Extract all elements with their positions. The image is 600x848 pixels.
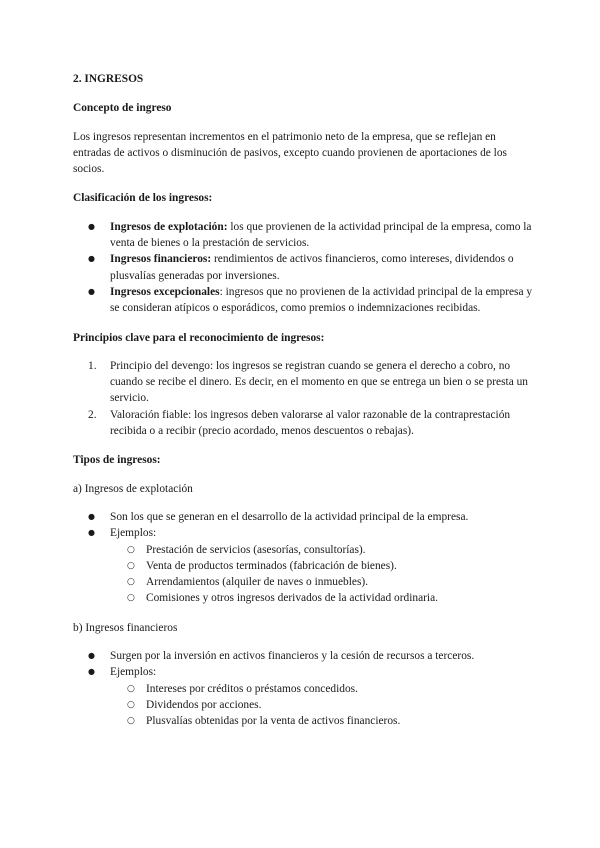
example-item: ○ Comisiones y otros ingresos derivados de la actividad ordinaria. <box>73 590 535 606</box>
list-item <box>73 407 535 440</box>
list-item: ● Ejemplos: <box>73 664 535 680</box>
explotacion-list <box>73 509 535 542</box>
item-text: rendimientos de activos financieros, como intereses, dividendos o plusvalías generadas por inversiones. <box>110 253 514 282</box>
item-text: Principio del devengo: los ingresos se registran cuando se genera el derecho a cobro, no cuando se recibe el dinero. Es decir, en el momento en que se entrega un bien o se presta un servicio. <box>110 359 528 405</box>
list-item <box>73 219 535 252</box>
list-item: ● Son los que se generan en el desarrollo de la actividad principal de la empresa. <box>73 509 535 525</box>
tipos-heading: Tipos de ingresos: <box>73 454 161 467</box>
document-content <box>73 71 535 730</box>
concepto-heading: Concepto de ingreso <box>73 102 172 115</box>
item-number: 2. <box>88 408 97 421</box>
explotacion-title: a) Ingresos de explotación <box>73 482 193 495</box>
item-term: Ingresos excepcionales <box>110 285 220 298</box>
clasificacion-list <box>73 219 535 317</box>
explotacion-examples <box>73 542 535 607</box>
principios-list <box>73 358 535 439</box>
list-item <box>73 358 535 407</box>
principios-heading: Principios clave para el reconocimiento de ingresos: <box>73 331 325 344</box>
list-item <box>73 284 535 317</box>
list-item <box>73 251 535 284</box>
clasificacion-heading: Clasificación de los ingresos: <box>73 192 213 205</box>
financieros-list <box>73 648 535 681</box>
concepto-text: Los ingresos representan incrementos en el patrimonio neto de la empresa, que se reflejan en entradas de activos o disminución de pasivos, excepto cuando provienen de aportaciones de los socios. <box>73 130 507 176</box>
item-text: los que provienen de la actividad principal de la empresa, como la venta de bienes o la prestación de servicios. <box>110 220 532 250</box>
example-item: ○ Venta de productos terminados (fabricación de bienes). <box>73 558 535 574</box>
list-item: ● Surgen por la inversión en activos financieros y la cesión de recursos a terceros. <box>73 648 535 664</box>
example-item: ○ Plusvalías obtenidas por la venta de activos financieros. <box>73 713 535 729</box>
example-item: ○ Prestación de servicios (asesorías, consultorías). <box>73 542 535 558</box>
section-title: 2. INGRESOS <box>73 73 144 85</box>
financieros-title: b) Ingresos financieros <box>73 621 178 634</box>
financieros-examples <box>73 681 535 730</box>
item-term: Ingresos de explotación: <box>110 220 228 233</box>
item-term: Ingresos financieros: <box>110 253 212 266</box>
example-item: ○ Arrendamientos (alquiler de naves o inmuebles). <box>73 574 535 590</box>
example-item: ○ Dividendos por acciones. <box>73 697 535 713</box>
item-text: Valoración fiable: los ingresos deben valorarse al valor razonable de la contraprestación recibida o a recibir (precio acordado, menos descuentos o rebajas). <box>110 408 511 438</box>
item-number: 1. <box>88 359 97 372</box>
example-item: ○ Intereses por créditos o préstamos concedidos. <box>73 681 535 697</box>
item-text: : ingresos que no provienen de la actividad principal de la empresa y se consideran atípicos o esporádicos, como premios o indemnizaciones recibidas. <box>110 285 533 315</box>
list-item: ● Ejemplos: <box>73 525 535 541</box>
